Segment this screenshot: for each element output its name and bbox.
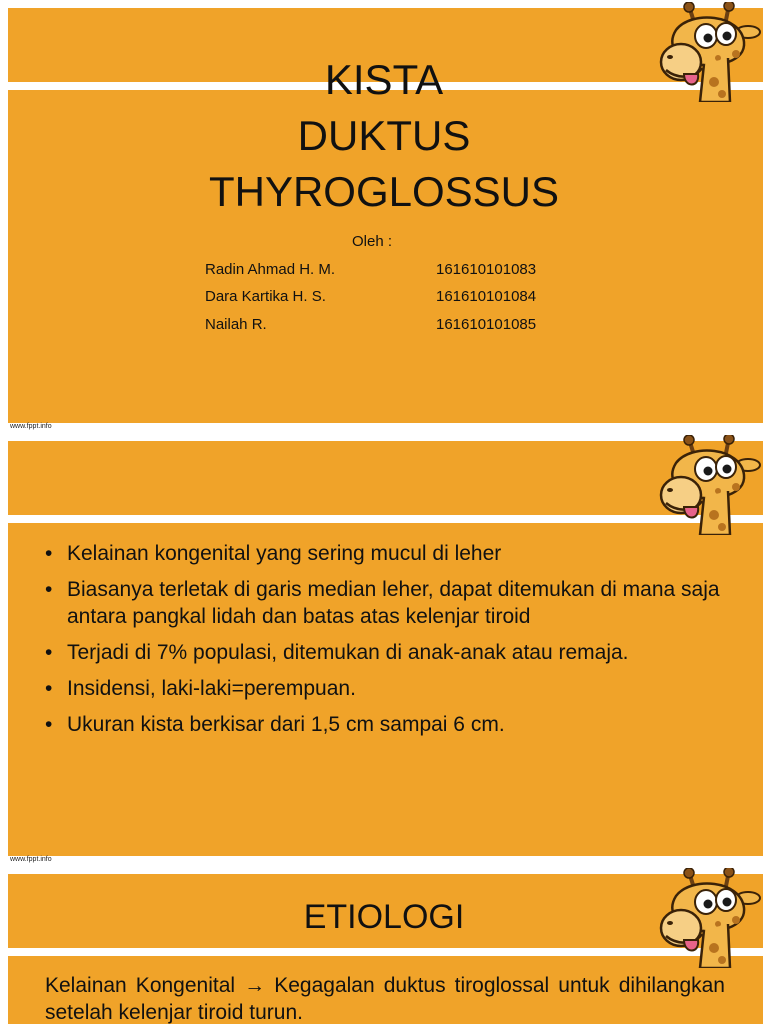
footer-url: www.fppt.info (10, 423, 52, 430)
section-title: ETIOLOGI (303, 898, 465, 936)
etiologi-slide (0, 866, 768, 1024)
giraffe-mascot-icon (656, 435, 761, 535)
list-item: • Insidensi, laki-laki=perempuan. (45, 675, 735, 702)
list-item: • Terjadi di 7% populasi, ditemukan di anak-anak atau remaja. (45, 639, 735, 666)
content-slide (0, 433, 768, 866)
title-line-2: DUKTUS (297, 112, 471, 159)
author-name: Radin Ahmad H. M. (205, 261, 336, 278)
author-id: 161610101083 (436, 261, 537, 278)
author-id: 161610101084 (436, 288, 537, 305)
list-item: • Ukuran kista berkisar dari 1,5 cm sampai 6 cm. (45, 711, 735, 738)
giraffe-mascot-icon (656, 868, 761, 968)
list-item: • Biasanya terletak di garis median leher, dapat ditemukan di mana saja antara pangkal lidah dan batas atas kelenjar tiroid (45, 576, 735, 630)
oleh-label: Oleh : (352, 233, 393, 250)
body-text: Kelainan Kongenital → Kegagalan duktus tiroglossal untuk dihilangkan setelah kelenjar tiroid turun. (45, 974, 725, 1024)
header-band (8, 441, 763, 515)
title-slide (0, 0, 768, 433)
page-title (0, 52, 768, 220)
author-name: Dara Kartika H. S. (205, 288, 326, 305)
author-id: 161610101085 (436, 316, 537, 333)
list-item: • Kelainan kongenital yang sering mucul di leher (45, 540, 735, 567)
title-line-3: THYROGLOSSUS (208, 168, 560, 215)
footer-url: www.fppt.info (10, 856, 52, 863)
author-name: Nailah R. (205, 316, 267, 333)
giraffe-mascot-icon (656, 2, 761, 102)
bullet-list (45, 540, 735, 747)
title-line-1: KISTA (324, 56, 444, 103)
